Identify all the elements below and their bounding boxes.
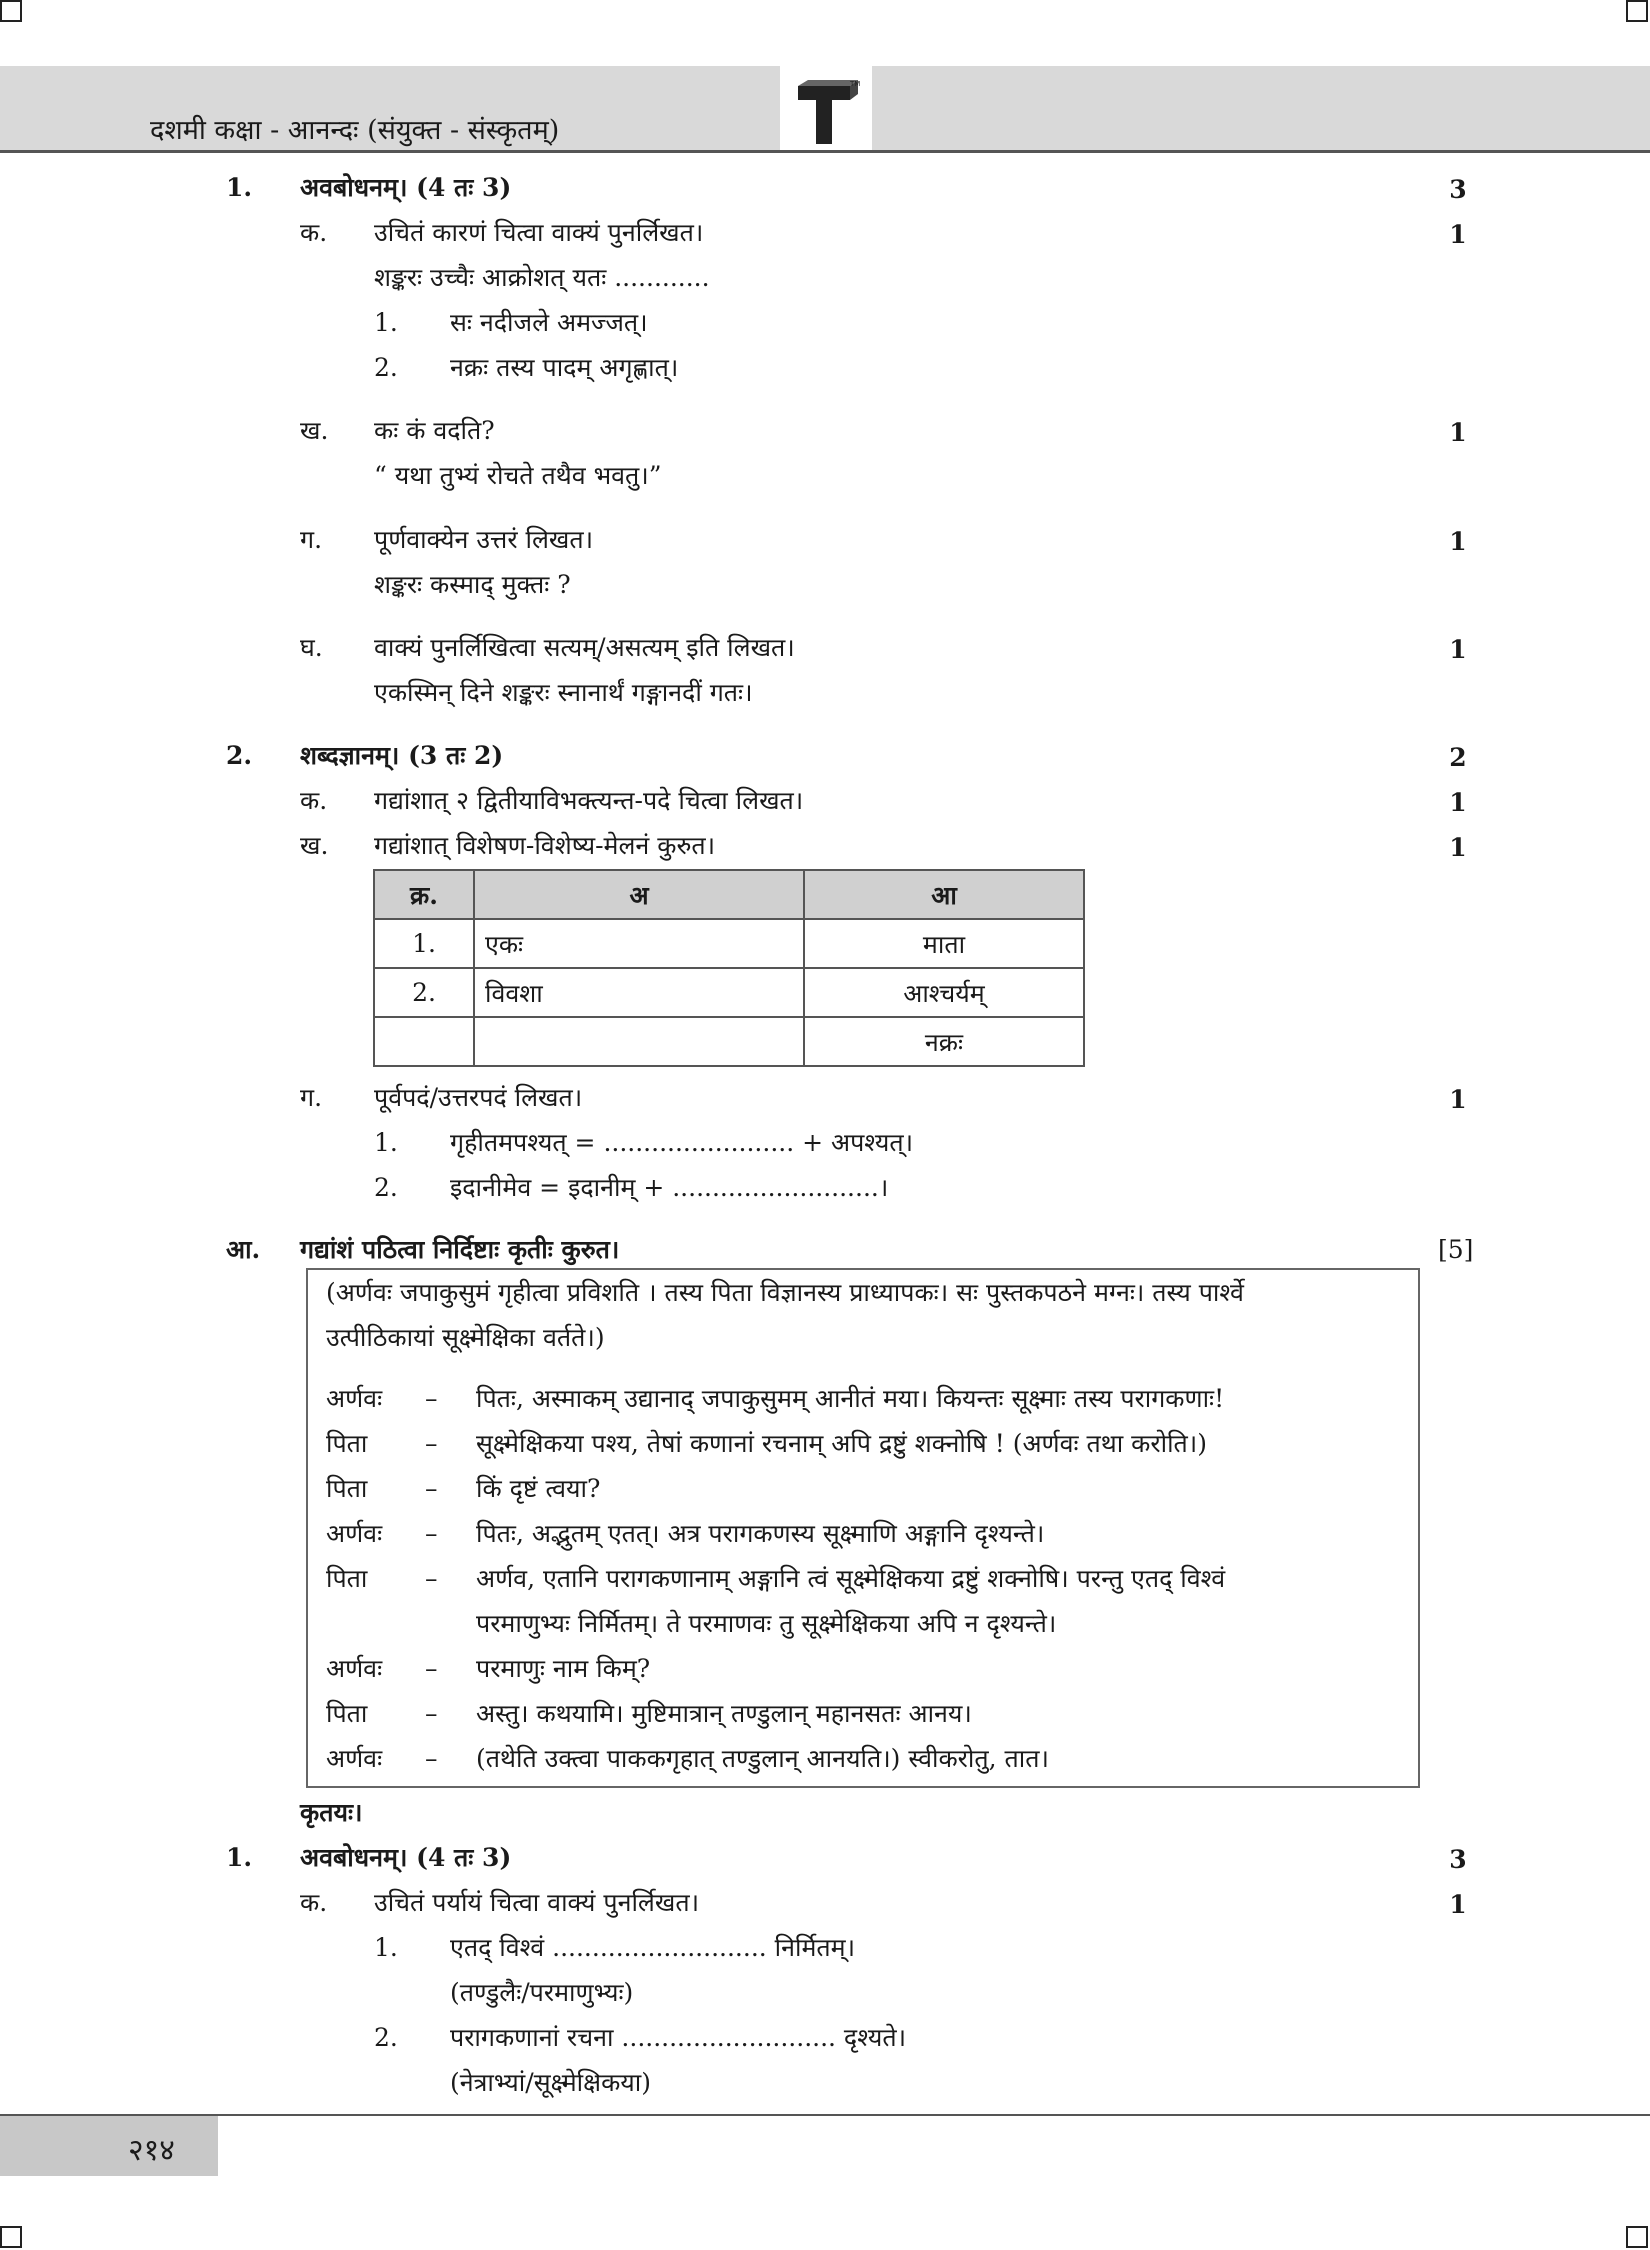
dialogue-speaker: पिता xyxy=(326,1474,368,1503)
q3-ka-mark: 1 xyxy=(1449,1890,1467,1919)
q2-ga-instruction: पूर्वपदं/उत्तरपदं लिखत। xyxy=(374,1083,583,1112)
dialogue-line-continued: परमाणुभ्यः निर्मितम्। ते परमाणवः तु सूक्ष्मेक्षिकया अपि न दृश्यन्ते। xyxy=(476,1609,1057,1638)
q2-mark: 2 xyxy=(1449,743,1467,772)
dialogue-dash: – xyxy=(425,1384,438,1413)
q1-ga-question: शङ्करः कस्माद् मुक्तः ? xyxy=(374,570,571,599)
q3-item-number: 1. xyxy=(374,1933,398,1962)
page-number-box xyxy=(0,2116,218,2176)
q1-gha-instruction: वाक्यं पुनर्लिखित्वा सत्यम्/असत्यम् इति लिखत। xyxy=(374,633,795,662)
q1-ka-option-text: नक्रः तस्य पादम् अगृह्णात्। xyxy=(450,353,679,382)
q3-number: 1. xyxy=(226,1843,253,1872)
footer-divider xyxy=(0,2114,1650,2116)
q2-ga-item-text: गृहीतमपश्यत् = ........................ + अपश्यत्। xyxy=(450,1128,914,1157)
passage-intro: (अर्णवः जपाकुसुमं गृहीत्वा प्रविशति । तस्य पिता विज्ञानस्य प्राध्यापकः। सः पुस्तकपठने मग्नः। तस्य पार्श्वे xyxy=(326,1278,1244,1307)
q2-kha-label: ख. xyxy=(300,831,329,860)
q2-ga-item-text: इदानीमेव = इदानीम् + ..........................। xyxy=(450,1173,889,1202)
table-cell: 1. xyxy=(374,919,474,968)
table-cell: माता xyxy=(804,919,1084,968)
table-row xyxy=(374,919,1084,968)
q2-kha-mark: 1 xyxy=(1449,833,1467,862)
table-cell xyxy=(374,1017,474,1066)
page-number: २१४ xyxy=(128,2133,175,2168)
logo-tm: TM xyxy=(850,80,861,88)
q1-gha-label: घ. xyxy=(300,633,323,662)
dialogue-line: पितः, अस्माकम् उद्यानाद् जपाकुसुमम् आनीतं मया। कियन्तः सूक्ष्माः तस्य परागकणाः! xyxy=(476,1384,1225,1413)
column-header: अ xyxy=(474,870,804,919)
table-row xyxy=(374,968,1084,1017)
table-cell: 2. xyxy=(374,968,474,1017)
q1-kha-quote: “ यथा तुभ्यं रोचते तथैव भवतु।” xyxy=(374,461,662,490)
dialogue-dash: – xyxy=(425,1474,438,1503)
table-cell: विवशा xyxy=(474,968,804,1017)
matching-table xyxy=(373,869,1085,1067)
crop-mark-bottom-left xyxy=(0,2226,22,2248)
q1-ka-label: क. xyxy=(300,218,328,247)
q1-mark: 3 xyxy=(1449,175,1467,204)
q1-ka-option-number: 1. xyxy=(374,308,398,337)
dialogue-speaker: अर्णवः xyxy=(326,1519,383,1548)
dialogue-speaker: अर्णवः xyxy=(326,1654,383,1683)
dialogue-dash: – xyxy=(425,1744,438,1773)
q3-mark: 3 xyxy=(1449,1845,1467,1874)
crop-mark-top-right xyxy=(1626,0,1648,22)
q1-title: अवबोधनम्। (4 तः 3) xyxy=(300,173,512,202)
q1-gha-sentence: एकस्मिन् दिने शङ्करः स्नानार्थं गङ्गानदीं गतः। xyxy=(374,678,753,707)
q3-item-text: परागकणानां रचना ........................... दृश्यते। xyxy=(450,2023,907,2052)
q1-number: 1. xyxy=(226,173,253,202)
column-header: क्र. xyxy=(374,870,474,919)
qaa-number: आ. xyxy=(226,1235,261,1264)
q2-ga-item-number: 2. xyxy=(374,1173,398,1202)
q1-ka-mark: 1 xyxy=(1449,220,1467,249)
table-cell: नक्रः xyxy=(804,1017,1084,1066)
dialogue-dash: – xyxy=(425,1699,438,1728)
q1-gha-mark: 1 xyxy=(1449,635,1467,664)
q1-ka-option-text: सः नदीजले अमज्जत्। xyxy=(450,308,648,337)
dialogue-line: अस्तु। कथयामि। मुष्टिमात्रान् तण्डुलान् महानसतः आनय। xyxy=(476,1699,972,1728)
q2-kha-instruction: गद्यांशात् विशेषण-विशेष्य-मेलनं कुरुत। xyxy=(374,831,716,860)
q2-title: शब्दज्ञानम्। (3 तः 2) xyxy=(300,741,504,770)
dialogue-dash: – xyxy=(425,1429,438,1458)
q1-kha-label: ख. xyxy=(300,416,329,445)
q2-ga-item-number: 1. xyxy=(374,1128,398,1157)
dialogue-speaker: अर्णवः xyxy=(326,1384,383,1413)
qaa-mark: [5] xyxy=(1438,1235,1474,1264)
dialogue-line: परमाणुः नाम किम्? xyxy=(476,1654,651,1683)
q2-number: 2. xyxy=(226,741,253,770)
crop-mark-top-left xyxy=(0,0,22,22)
q2-ga-mark: 1 xyxy=(1449,1085,1467,1114)
q3-item-options: (तण्डुलैः/परमाणुभ्यः) xyxy=(450,1978,634,2007)
q1-ga-mark: 1 xyxy=(1449,527,1467,556)
qaa-title: गद्यांशं पठित्वा निर्दिष्टाः कृतीः कुरुत। xyxy=(300,1235,620,1264)
q2-ka-mark: 1 xyxy=(1449,788,1467,817)
q3-item-options: (नेत्राभ्यां/सूक्ष्मेक्षिकया) xyxy=(450,2068,652,2097)
passage-intro: उत्पीठिकायां सूक्ष्मेक्षिका वर्तते।) xyxy=(326,1323,605,1352)
dialogue-line: सूक्ष्मेक्षिकया पश्य, तेषां कणानां रचनाम् अपि द्रष्टुं शक्नोषि ! (अर्णवः तथा करोति।) xyxy=(476,1429,1208,1458)
publisher-logo-icon xyxy=(790,78,862,150)
dialogue-line: अर्णव, एतानि परागकणानाम् अङ्गानि त्वं सूक्ष्मेक्षिकया द्रष्टुं शक्नोषि। परन्तु एतद् विश्वं xyxy=(476,1564,1226,1593)
dialogue-line: पितः, अद्भुतम् एतत्। अत्र परागकणस्य सूक्ष्माणि अङ्गानि दृश्यन्ते। xyxy=(476,1519,1045,1548)
q3-title: अवबोधनम्। (4 तः 3) xyxy=(300,1843,512,1872)
header-divider xyxy=(0,150,1650,153)
dialogue-speaker: पिता xyxy=(326,1429,368,1458)
q3-ka-instruction: उचितं पर्यायं चित्वा वाक्यं पुनर्लिखत। xyxy=(374,1888,700,1917)
q1-ka-option-number: 2. xyxy=(374,353,398,382)
table-cell: आश्चर्यम् xyxy=(804,968,1084,1017)
dialogue-dash: – xyxy=(425,1519,438,1548)
table-cell xyxy=(474,1017,804,1066)
q1-ka-instruction: उचितं कारणं चित्वा वाक्यं पुनर्लिखत। xyxy=(374,218,704,247)
q1-ka-sentence: शङ्करः उच्चैः आक्रोशत् यतः ............ xyxy=(374,263,710,292)
q3-item-text: एतद् विश्वं ........................... निर्मितम्। xyxy=(450,1933,856,1962)
table-cell: एकः xyxy=(474,919,804,968)
table-row xyxy=(374,1017,1084,1066)
dialogue-dash: – xyxy=(425,1564,438,1593)
q2-ka-label: क. xyxy=(300,786,328,815)
q3-ka-label: क. xyxy=(300,1888,328,1917)
crop-mark-bottom-right xyxy=(1626,2226,1648,2248)
q3-item-number: 2. xyxy=(374,2023,398,2052)
dialogue-speaker: पिता xyxy=(326,1564,368,1593)
q1-ga-instruction: पूर्णवाक्येन उत्तरं लिखत। xyxy=(374,525,594,554)
page-title: दशमी कक्षा - आनन्दः (संयुक्त - संस्कृतम्) xyxy=(150,115,560,146)
dialogue-speaker: पिता xyxy=(326,1699,368,1728)
q2-ga-label: ग. xyxy=(300,1083,323,1112)
kritayah-heading: कृतयः। xyxy=(300,1798,363,1827)
column-header: आ xyxy=(804,870,1084,919)
table-header-row xyxy=(374,870,1084,919)
dialogue-line: (तथेति उक्त्वा पाककगृहात् तण्डुलान् आनयति।) स्वीकरोतु, तात। xyxy=(476,1744,1049,1773)
q2-ka-instruction: गद्यांशात् २ द्वितीयाविभक्त्यन्त-पदे चित्वा लिखत। xyxy=(374,786,804,815)
q1-kha-question: कः कं वदति? xyxy=(374,416,495,445)
q1-kha-mark: 1 xyxy=(1449,418,1467,447)
dialogue-speaker: अर्णवः xyxy=(326,1744,383,1773)
dialogue-line: किं दृष्टं त्वया? xyxy=(476,1474,601,1503)
q1-ga-label: ग. xyxy=(300,525,323,554)
dialogue-dash: – xyxy=(425,1654,438,1683)
